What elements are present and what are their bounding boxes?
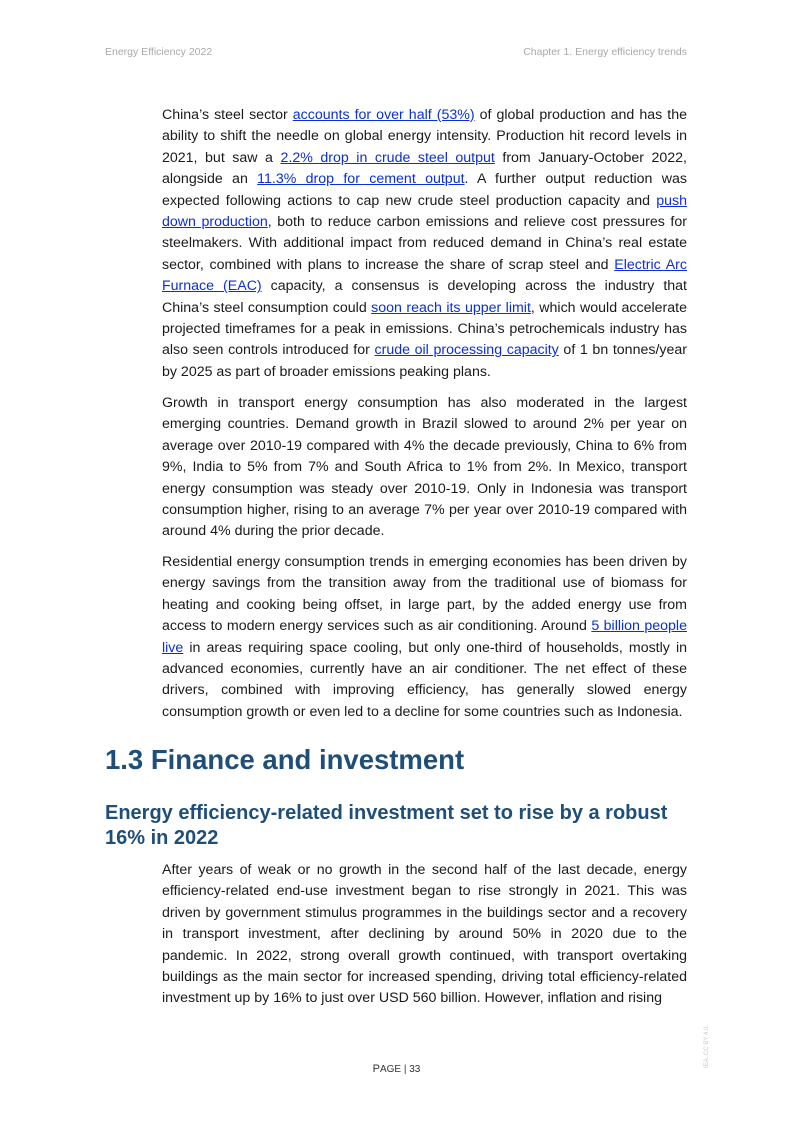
text-run: , which would accelerate projected timeframes for a peak in emissions. China’s petrochemicals industry has also seen controls introduced for <box>162 299 687 359</box>
text-run: capacity, a consensus is developing across the industry that China’s steel consumption could <box>162 278 688 316</box>
link-push-down-production[interactable]: push down production <box>162 192 687 231</box>
page-label-rest: AGE <box>379 1064 402 1075</box>
paragraph-residential-consumption <box>162 552 687 723</box>
text-run: . A further output reduction was expected following actions to cap new crude steel production capacity and <box>162 171 687 209</box>
paragraph-transport-growth: Growth in transport energy consumption has also moderated in the largest emerging countries. Demand growth in Brazil slowed to around 2% per year on average over 2010-19 compared with 4% the decade previously, China to 6% from 9%, India to 5% from 7% and South Africa to 1% from 2%. In Mexico, transport energy consumption was steady over 2010-19. Only in Indonesia was transport consumption higher, rising to an average 7% per year over 2010-19 compared with around 4% during the prior decade. <box>162 395 687 540</box>
link-upper-limit[interactable]: soon reach its upper limit <box>371 299 531 316</box>
text-run: of global production and has the ability to shift the needle on global energy intensity. Production hit record levels in 2021, but saw a <box>162 107 687 166</box>
link-crude-steel-drop[interactable]: 2.2% drop in crude steel output <box>280 149 495 166</box>
paragraph-investment: After years of weak or no growth in the second half of the last decade, energy efficiency-related end-use investment began to rise strongly in 2021. This was driven by government stimulus programmes in the buildings sector and a recovery in transport investment, after declining by around 50% in 2020 due to the pandemic. In 2022, strong overall growth continued, with transport overtaking buildings as the main sector for increased spending, driving total efficiency-related investment up by 16% to just over USD 560 billion. However, inflation and rising <box>162 862 687 1007</box>
text-run: from January-October 2022, alongside an <box>162 149 687 188</box>
text-run: of 1 bn tonnes/year by 2025 as part of broader emissions peaking plans. <box>162 342 687 380</box>
link-accounts-over-half[interactable]: accounts for over half (53%) <box>292 107 475 123</box>
page-number: 33 <box>409 1064 421 1075</box>
running-header-chapter: Chapter 1. Energy efficiency trends <box>523 46 687 58</box>
link-electric-arc-furnace[interactable]: Electric Arc Furnace (EAC) <box>162 256 688 295</box>
license-note: IEA. CC BY 4.0. <box>704 1025 710 1068</box>
text-run: in areas requiring space cooling, but only one-third of households, mostly in advanced economies, currently have an air conditioner. The net effect of these drivers, combined with improving efficiency, has generally slowed energy consumption growth or even led to a decline for some countries such as Indonesia. <box>162 639 687 720</box>
page-label-first: P <box>372 1063 380 1075</box>
page-separator: | <box>401 1064 410 1075</box>
link-5-billion-people[interactable]: 5 billion people live <box>162 618 687 656</box>
link-cement-output-drop[interactable]: 11.3% drop for cement output <box>257 171 465 188</box>
paragraph-china-steel <box>162 105 687 383</box>
text-run: Residential energy consumption trends in emerging economies has been driven by energy savings from the transition away from the traditional use of biomass for heating and cooking being offset, in large part, by the added energy use from access to modern energy services such as air conditioning. Around <box>162 554 687 635</box>
running-header-title: Energy Efficiency 2022 <box>105 46 213 58</box>
page-footer <box>0 1063 793 1075</box>
sub-heading: Energy efficiency-related investment set to rise by a robust 16% in 2022 <box>105 802 668 849</box>
text-run: , both to reduce carbon emissions and relieve cost pressures for steelmakers. With additional impact from reduced demand in China’s real estate sector, combined with plans to increase the share of scrap steel and <box>162 214 687 273</box>
text-run: China’s steel sector <box>162 107 293 123</box>
link-crude-oil-capacity[interactable]: crude oil processing capacity <box>374 342 559 359</box>
section-heading: 1.3 Finance and investment <box>105 744 465 775</box>
